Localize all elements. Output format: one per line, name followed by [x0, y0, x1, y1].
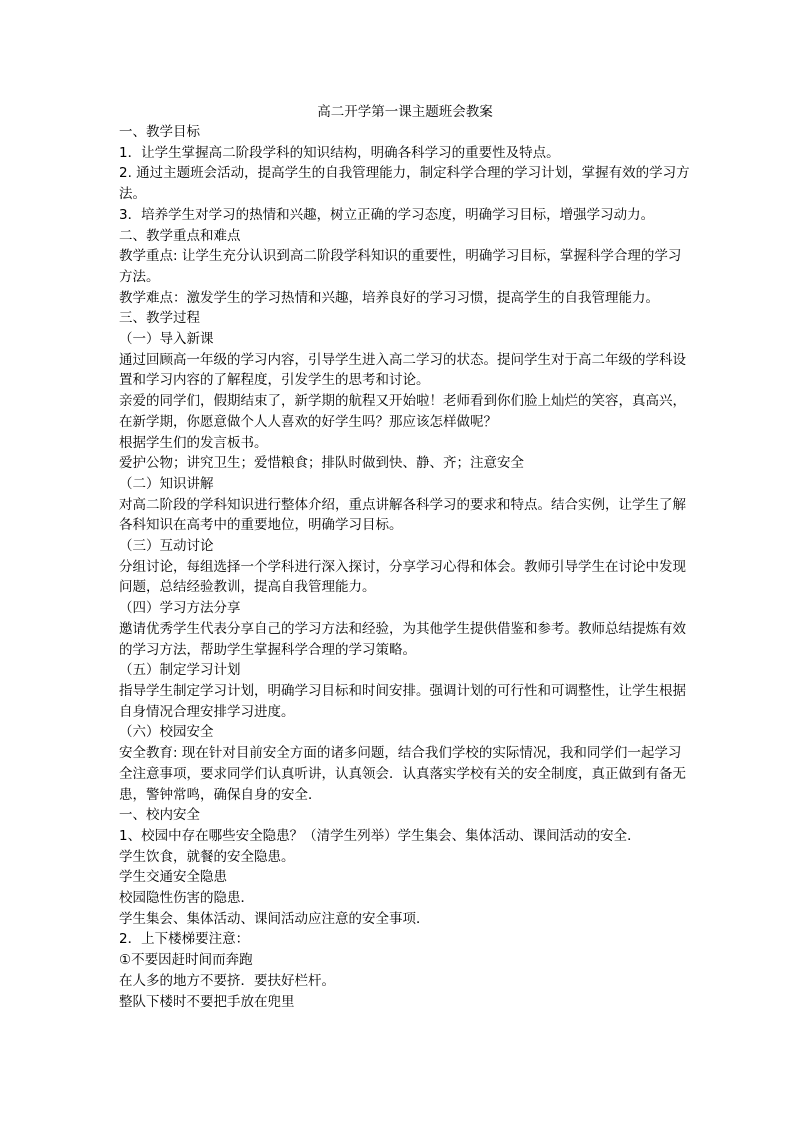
objective-3: 3．培养学生对学习的热情和兴趣，树立正确的学习态度，明确学习目标，增强学习动力。 [119, 206, 655, 223]
subheading-safety: （六）校园安全 [119, 724, 214, 741]
heading-teaching-objectives: 一、教学目标 [119, 124, 200, 140]
paragraph-methods: 邀请优秀学生代表分享自己的学习方法和经验，为其他学生提供借鉴和参考。教师总结提炼有效的学习方法，帮助学生掌握科学合理的学习策略。 [119, 620, 686, 658]
document-title: 高二开学第一课主题班会教案 [317, 104, 493, 120]
subheading-plan: （五）制定学习计划 [119, 662, 241, 679]
paragraph-introduction: 通过回顾高一年级的学习内容，引导学生进入高二学习的状态。提问学生对于高二年级的学科设置和学习内容的了解程度，引发学生的思考和讨论。 [119, 351, 686, 389]
safety-item-traffic: 学生交通安全隐患 [119, 869, 227, 886]
stairs-rule-2: 在人多的地方不要挤．要扶好栏杆。 [119, 972, 335, 989]
paragraph-discussion: 分组讨论，每组选择一个学科进行深入探讨，分享学习心得和体会。教师引导学生在讨论中发现问题，总结经验教训，提高自我管理能力。 [119, 558, 686, 596]
heading-campus-safety: 一、校内安全 [119, 807, 200, 824]
safety-item-food: 学生饮食，就餐的安全隐患。 [119, 848, 295, 865]
key-point: 教学重点: 让学生充分认识到高二阶段学科知识的重要性，明确学习目标，掌握科学合理的学习方法。 [119, 248, 682, 285]
subheading-discussion: （三）互动讨论 [119, 538, 214, 555]
heading-teaching-process: 三、教学过程 [119, 310, 200, 327]
stairs-rule-3: 整队下楼时不要把手放在兜里 [119, 993, 295, 1010]
paragraph-blackboard: 根据学生们的发言板书。 [119, 434, 268, 451]
safety-item-hidden: 校园隐性伤害的隐患． [119, 890, 254, 907]
paragraph-knowledge: 对高二阶段的学科知识进行整体介绍，重点讲解各科学习的要求和特点。结合实例，让学生了解各科知识在高考中的重要地位，明确学习目标。 [119, 496, 686, 534]
safety-item-assembly: 学生集会、集体活动、课间活动应注意的安全事项． [119, 910, 430, 927]
objective-2: 2. 通过主题班会活动，提高学生的自我管理能力，制定科学合理的学习计划，掌握有效的学习方法。 [119, 165, 690, 203]
objective-1: 1．让学生掌握高二阶段学科的知识结构，明确各科学习的重要性及特点。 [119, 144, 560, 161]
subheading-introduction: （一）导入新课 [119, 331, 214, 348]
safety-item-1: 1、校园中存在哪些安全隐患？（清学生列举）学生集会、集体活动、课间活动的安全． [119, 827, 641, 844]
paragraph-rules: 爱护公物；讲究卫生；爱惜粮食；排队时做到快、静、齐；注意安全 [119, 455, 524, 472]
stairs-rule-1: ①不要因赶时间而奔跑 [119, 952, 253, 969]
paragraph-greeting: 亲爱的同学们，假期结束了，新学期的航程又开始啦！老师看到你们脸上灿烂的笑容，真高兴，在新学期，你愿意做个人人喜欢的好学生吗？那应该怎样做呢？ [119, 393, 686, 430]
document-body [119, 102, 691, 1012]
difficult-point: 教学难点：激发学生的学习热情和兴趣，培养良好的学习习惯，提高学生的自我管理能力。 [119, 289, 659, 306]
paragraph-plan: 指导学生制定学习计划，明确学习目标和时间安排。强调计划的可行性和可调整性，让学生根据自身情况合理安排学习进度。 [119, 682, 686, 720]
subheading-methods: （四）学习方法分享 [119, 600, 241, 617]
heading-key-points: 二、教学重点和难点 [119, 227, 241, 244]
safety-item-2: 2．上下楼梯要注意： [119, 931, 250, 948]
paragraph-safety: 安全教育: 现在针对目前安全方面的诸多问题，结合我们学校的实际情况，我和同学们一起学习全注意事项，要求同学们认真听讲，认真领会．认真落实学校有关的安全制度，真正做到有备无患，警钟常鸣，确保自身的安全． [119, 745, 686, 803]
subheading-knowledge: （二）知识讲解 [119, 475, 214, 492]
